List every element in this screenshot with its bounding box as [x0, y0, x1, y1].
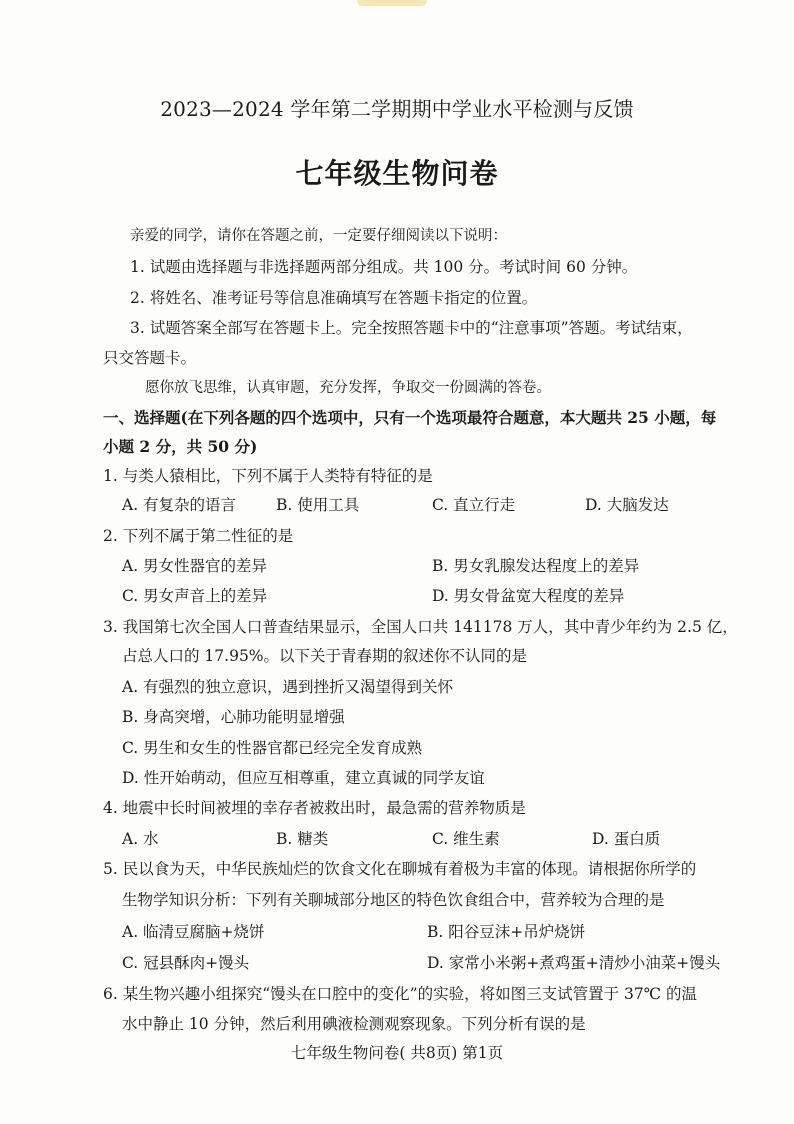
- q5-stem-line2: 生物学知识分析：下列有关聊城部分地区的特色饮食组合中，营养较为合理的是: [122, 891, 665, 909]
- q5-stem-line1: 5. 民以食为天，中华民族灿烂的饮食文化在聊城有着极为丰富的体现。请根据你所学的: [103, 860, 697, 878]
- section-header-line2: 小题 2 分，共 50 分): [103, 437, 258, 456]
- q3-option-b: B. 身高突增，心肺功能明显增强: [122, 708, 345, 726]
- q1-option-a: A. 有复杂的语言: [122, 496, 237, 514]
- q3-stem-line1: 3. 我国第七次全国人口普查结果显示，全国人口共 141178 万人，其中青少年约为 2.5 亿，: [103, 618, 738, 636]
- q4-option-a: A. 水: [122, 830, 159, 848]
- exam-subtitle: 七年级生物问卷: [295, 157, 499, 190]
- q1-option-c: C. 直立行走: [432, 496, 516, 514]
- greeting: 亲爱的同学，请你在答题之前，一定要仔细阅读以下说明：: [130, 228, 507, 244]
- q3-option-c: C. 男生和女生的性器官都已经完全发育成熟: [122, 739, 423, 757]
- q5-option-d: D. 家常小米粥+煮鸡蛋+清炒小油菜+馒头: [427, 954, 721, 972]
- q1-option-b: B. 使用工具: [276, 496, 360, 514]
- q2-option-d: D. 男女骨盆宽大程度的差异: [432, 587, 625, 605]
- instruction-3-line1: 3. 试题答案全部写在答题卡上。完全按照答题卡中的“注意事项”答题。考试结束，: [130, 319, 693, 337]
- instruction-2: 2. 将姓名、准考证号等信息准确填写在答题卡指定的位置。: [130, 289, 538, 307]
- instruction-3-line2: 只交答题卡。: [103, 349, 197, 367]
- q1-option-d: D. 大脑发达: [585, 496, 669, 514]
- scan-mark: [357, 0, 427, 6]
- q2-option-a: A. 男女性器官的差异: [122, 557, 268, 575]
- q2-stem: 2. 下列不属于第二性征的是: [103, 527, 294, 545]
- q3-stem-line2: 占总人口的 17.95%。以下关于青春期的叙述你不认同的是: [122, 647, 528, 665]
- q4-option-c: C. 维生素: [432, 830, 500, 848]
- instruction-1: 1. 试题由选择题与非选择题两部分组成。共 100 分。考试时间 60 分钟。: [130, 258, 638, 276]
- q2-option-c: C. 男女声音上的差异: [122, 587, 268, 605]
- q4-option-b: B. 糖类: [276, 830, 329, 848]
- q1-stem: 1. 与类人猿相比，下列不属于人类特有特征的是: [103, 467, 433, 485]
- exam-title: 2023—2024 学年第二学期期中学业水平检测与反馈: [160, 97, 634, 121]
- q5-option-b: B. 阳谷豆沫+吊炉烧饼: [427, 923, 586, 941]
- q4-stem: 4. 地震中长时间被埋的幸存者被救出时，最急需的营养物质是: [103, 799, 526, 817]
- section-header-line1: 一、选择题(在下列各题的四个选项中，只有一个选项最符合题意，本大题共 25 小题，每: [103, 408, 717, 427]
- q5-option-a: A. 临清豆腐脑+烧饼: [122, 923, 265, 941]
- wish: 愿你放飞思维，认真审题，充分发挥，争取交一份圆满的答卷。: [145, 380, 551, 396]
- q6-stem-line2: 水中静止 10 分钟，然后利用碘液检测观察现象。下列分析有误的是: [122, 1015, 586, 1033]
- q5-option-c: C. 冠县酥肉+馒头: [122, 954, 250, 972]
- q3-option-a: A. 有强烈的独立意识，遇到挫折又渴望得到关怀: [122, 678, 454, 696]
- page-footer: 七年级生物问卷( 共8页) 第1页: [290, 1044, 504, 1062]
- q6-stem-line1: 6. 某生物兴趣小组探究“馒头在口腔中的变化”的实验，将如图三支试管置于 37℃ 的温: [103, 985, 697, 1003]
- q3-option-d: D. 性开始萌动，但应互相尊重，建立真诚的同学友谊: [122, 769, 485, 787]
- q2-option-b: B. 男女乳腺发达程度上的差异: [432, 557, 640, 575]
- q4-option-d: D. 蛋白质: [592, 830, 661, 848]
